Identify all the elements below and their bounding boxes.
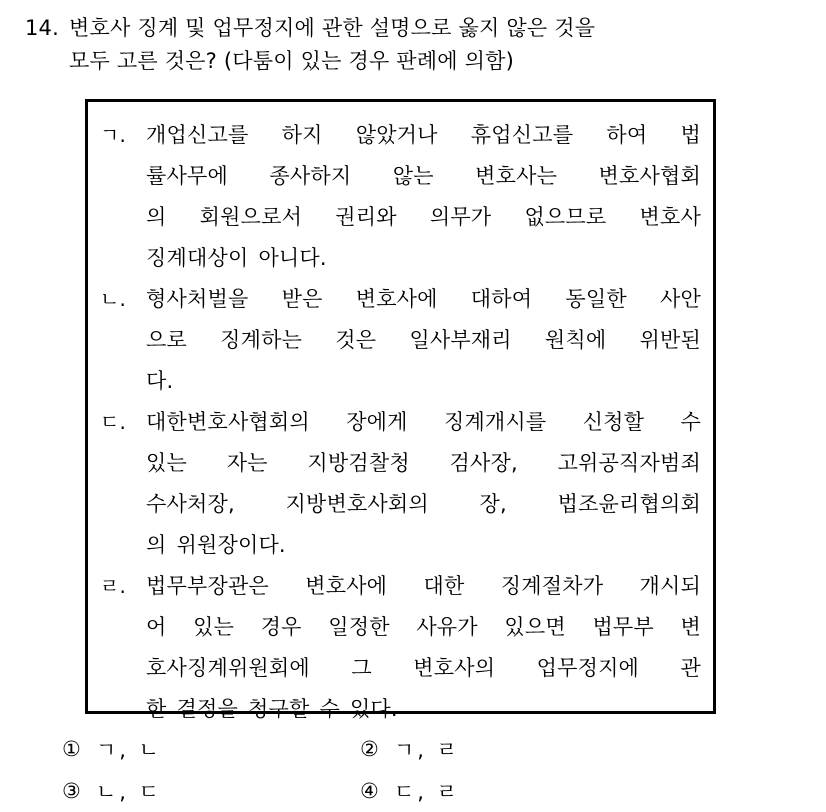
passage-word: 동일한: [565, 287, 627, 311]
passage-word: 것은: [335, 328, 377, 352]
passage-word: 하지: [281, 123, 323, 147]
passage-line-text: [146, 607, 701, 648]
passage-line-text: [146, 689, 701, 730]
passage-line-text: [146, 443, 701, 484]
passage-word: 의: [146, 533, 167, 557]
passage-word: 지방검찰청: [307, 451, 410, 475]
passage-word: 결정을: [176, 697, 238, 721]
answer-choice-label: ㄱ, ㄹ: [394, 738, 460, 762]
answer-choice-label: ㄱ, ㄴ: [96, 738, 162, 762]
passage-line: [100, 115, 701, 156]
passage-word: 법조윤리협의회: [557, 492, 701, 516]
passage-word: 권리와: [335, 205, 397, 229]
passage-word: 수사처장,: [146, 492, 235, 516]
passage-line-text: [146, 484, 701, 525]
passage-box: [85, 99, 716, 721]
passage-word: 사유가: [416, 615, 478, 639]
passage-line: [100, 197, 701, 238]
passage-word: 개시되: [639, 574, 701, 598]
passage-word: 대하여: [470, 287, 533, 311]
answer-choice-label: ㄷ, ㄹ: [394, 780, 460, 804]
passage-line-text: [146, 279, 701, 320]
passage-word: 자는: [226, 451, 268, 475]
passage-line: [100, 607, 701, 648]
question-line-1: [25, 12, 765, 45]
passage-item: [100, 115, 701, 279]
passage-word: 종사하지: [269, 164, 352, 188]
passage-word: 징계개시를: [443, 410, 547, 434]
passage-word: 경우: [260, 615, 302, 639]
passage-word: 위반된: [639, 328, 701, 352]
passage-word: 없으므로: [524, 205, 607, 229]
passage-word: 다.: [146, 369, 174, 393]
passage-word: 있으면: [504, 615, 566, 639]
passage-word: 있는: [193, 615, 235, 639]
passage-word: 일사부재리: [409, 328, 512, 352]
passage-word: 법: [680, 123, 701, 147]
passage-word: 청구할: [247, 697, 310, 721]
passage-word: 않았거나: [355, 123, 438, 147]
passage-word: 징계대상이: [146, 246, 249, 270]
passage-word: 수: [680, 410, 701, 434]
passage-word: 있는: [146, 451, 187, 475]
answer-choice-4[interactable]: [360, 776, 660, 806]
passage-content: [100, 115, 701, 730]
passage-word: 변호사협회: [598, 164, 701, 188]
passage-line: [100, 238, 701, 279]
passage-item-marker: ㄴ.: [100, 287, 127, 311]
passage-item-marker: ㄱ.: [100, 123, 127, 147]
passage-word: 업무정지에: [536, 656, 640, 680]
passage-word: 관: [680, 656, 701, 680]
passage-word: 수: [319, 697, 340, 721]
passage-line: [100, 443, 701, 484]
passage-word: 장,: [479, 492, 507, 516]
answer-choice-number: ③: [62, 779, 82, 803]
passage-word: 률사무에: [146, 164, 228, 188]
passage-word: 형사처벌을: [146, 287, 249, 311]
passage-word: 징계절차가: [500, 574, 604, 598]
passage-word: 하여: [606, 123, 648, 147]
passage-word: 휴업신고를: [470, 123, 574, 147]
passage-line-text: [146, 197, 701, 238]
passage-line-text: [146, 648, 701, 689]
answer-choices: [62, 728, 762, 812]
passage-line: [100, 279, 701, 320]
passage-line-text: [146, 238, 701, 279]
passage-word: 그: [351, 656, 372, 680]
question-line-2: [25, 45, 765, 78]
passage-line: [100, 320, 701, 361]
passage-word: 법무부장관은: [146, 574, 269, 598]
passage-word: 변호사: [639, 205, 701, 229]
passage-word: 지방변호사회의: [285, 492, 429, 516]
passage-item: [100, 566, 701, 730]
answer-choice-row: [62, 770, 762, 812]
passage-word: 의: [146, 205, 167, 229]
passage-word: 있다.: [349, 697, 398, 721]
answer-choice-3[interactable]: [62, 776, 360, 806]
passage-word: 변: [680, 615, 701, 639]
passage-line-text: [146, 361, 701, 402]
passage-line: [100, 361, 701, 402]
passage-item-marker: ㄹ.: [100, 574, 127, 598]
passage-line-text: [146, 156, 701, 197]
passage-word: 의무가: [429, 205, 492, 229]
passage-line-text: [146, 115, 701, 156]
passage-word: 개업신고를: [146, 123, 249, 147]
passage-line: [100, 402, 701, 443]
passage-item: [100, 402, 701, 566]
passage-word: 회원으로서: [199, 205, 303, 229]
passage-line: [100, 689, 701, 730]
passage-item: [100, 279, 701, 402]
passage-line-text: [146, 320, 701, 361]
passage-word: 위원장이다.: [176, 533, 286, 557]
passage-word: 신청할: [582, 410, 645, 434]
answer-choice-2[interactable]: [360, 734, 660, 764]
passage-line: [100, 648, 701, 689]
answer-choice-label: ㄴ, ㄷ: [96, 780, 162, 804]
passage-word: 대한: [423, 574, 465, 598]
passage-word: 한: [146, 697, 167, 721]
passage-word: 변호사는: [475, 164, 558, 188]
passage-line: [100, 566, 701, 607]
passage-line-text: [146, 566, 701, 607]
passage-word: 일정한: [328, 615, 390, 639]
passage-word: 장에게: [346, 410, 408, 434]
passage-word: 받은: [281, 287, 323, 311]
passage-word: 법무부: [592, 615, 654, 639]
passage-word: 호사징계위원회에: [146, 656, 310, 680]
passage-line: [100, 156, 701, 197]
answer-choice-number: ①: [62, 737, 82, 761]
passage-word: 사안: [660, 287, 701, 311]
passage-word: 원칙에: [544, 328, 607, 352]
passage-line: [100, 484, 701, 525]
passage-word: 변호사에: [355, 287, 438, 311]
passage-word: 징계하는: [220, 328, 303, 352]
passage-word: 아니다.: [258, 246, 327, 270]
passage-line-text: [146, 402, 701, 443]
passage-word: 고위공직자범죄: [557, 451, 701, 475]
question-number: 14.: [25, 16, 59, 40]
passage-word: 않는: [392, 164, 434, 188]
passage-word: 검사장,: [449, 451, 518, 475]
passage-word: 변호사에: [305, 574, 388, 598]
passage-line-text: [146, 525, 701, 566]
question-header: [25, 12, 765, 78]
passage-item-marker: ㄷ.: [100, 410, 127, 434]
question-text-line-2: 모두 고른 것은? (다툼이 있는 경우 판례에 의함): [69, 49, 515, 73]
passage-line: [100, 525, 701, 566]
answer-choice-number: ②: [360, 737, 380, 761]
passage-word: 어: [146, 615, 167, 639]
question-text-line-1: 변호사 징계 및 업무정지에 관한 설명으로 옳지 않은 것을: [69, 16, 596, 40]
answer-choice-1[interactable]: [62, 734, 360, 764]
answer-choice-number: ④: [360, 779, 380, 803]
passage-word: 대한변호사협회의: [146, 410, 310, 434]
passage-word: 으로: [146, 328, 187, 352]
answer-choice-row: [62, 728, 762, 770]
passage-word: 변호사의: [413, 656, 496, 680]
